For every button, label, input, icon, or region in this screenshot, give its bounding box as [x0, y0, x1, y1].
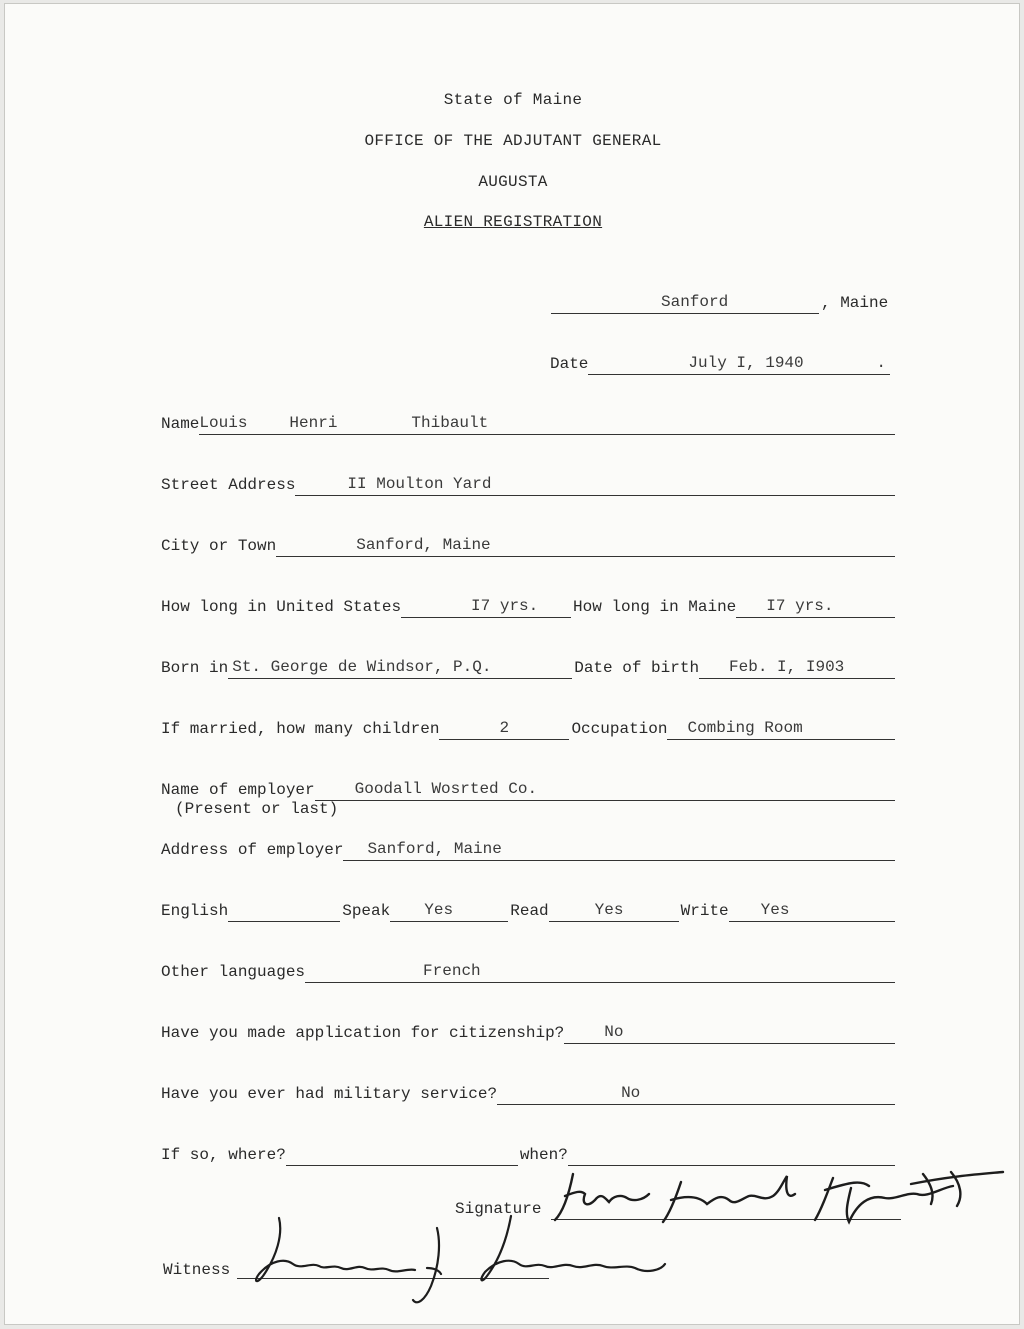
us-value: I7 yrs. — [471, 597, 539, 615]
where-field — [286, 1141, 518, 1166]
town-value: Sanford — [661, 293, 729, 311]
employer-address-label: Address of employer — [161, 841, 344, 859]
town-field — [551, 289, 819, 314]
born-value: St. George de Windsor, P.Q. — [232, 658, 492, 676]
location-line — [551, 288, 891, 314]
signature-label: Signature — [455, 1200, 542, 1218]
other-languages-label: Other languages — [161, 963, 306, 981]
me-value: I7 yrs. — [766, 597, 834, 615]
family-line — [161, 714, 897, 740]
born-label: Born in — [161, 659, 229, 677]
occupation-label: Occupation — [571, 720, 668, 738]
name-first: Louis — [199, 414, 248, 432]
street-field — [295, 471, 895, 496]
where-when-line — [161, 1140, 897, 1166]
english-line — [161, 896, 897, 922]
employer-address-value: Sanford, Maine — [367, 840, 502, 858]
city-field — [276, 532, 895, 557]
header-office: OFFICE OF THE ADJUTANT GENERAL — [364, 132, 662, 150]
speak-value: Yes — [424, 901, 454, 919]
children-value: 2 — [499, 719, 510, 737]
military-value: No — [621, 1084, 641, 1102]
employer-label: Name of employer — [161, 781, 315, 799]
us-field — [401, 593, 571, 618]
other-languages-field — [305, 958, 895, 983]
name-label: Name — [161, 415, 200, 433]
other-languages-value: French — [423, 962, 481, 980]
read-field — [549, 897, 679, 922]
read-value: Yes — [594, 901, 624, 919]
citizenship-value: No — [604, 1023, 624, 1041]
dob-value: Feb. I, I903 — [729, 658, 845, 676]
date-value: July I, 1940 — [688, 354, 804, 372]
us-label: How long in United States — [161, 598, 402, 616]
date-line — [550, 349, 892, 375]
street-label: Street Address — [161, 476, 296, 494]
employer-address-line — [161, 835, 897, 861]
when-field — [568, 1141, 895, 1166]
city-label: City or Town — [161, 537, 277, 555]
street-value: II Moulton Yard — [347, 475, 492, 493]
witness-handwriting — [241, 1191, 671, 1314]
write-field — [729, 897, 895, 922]
children-field — [439, 715, 569, 740]
english-label: English — [161, 902, 229, 920]
state-suffix: , Maine — [821, 294, 889, 312]
form-title: ALIEN REGISTRATION — [423, 213, 603, 231]
military-field — [497, 1080, 895, 1105]
header-state: State of Maine — [443, 91, 583, 109]
military-line — [161, 1079, 897, 1105]
other-languages-line — [161, 957, 897, 983]
name-middle: Henri — [289, 414, 338, 432]
write-value: Yes — [760, 901, 790, 919]
employer-value: Goodall Wosrted Co. — [354, 780, 538, 798]
name-line — [161, 409, 897, 435]
dob-label: Date of birth — [574, 659, 700, 677]
military-label: Have you ever had military service? — [161, 1085, 498, 1103]
me-label: How long in Maine — [573, 598, 737, 616]
witness-label: Witness — [163, 1261, 231, 1279]
employer-line — [161, 775, 897, 801]
citizenship-field — [564, 1019, 895, 1044]
born-field — [228, 654, 572, 679]
citizenship-line — [161, 1018, 897, 1044]
signature-text: Louis Henri Thibault — [551, 1151, 744, 1169]
date-end-mark: . — [876, 354, 886, 372]
employer-field — [315, 776, 895, 801]
residence-line — [161, 592, 897, 618]
date-label: Date — [550, 355, 589, 373]
employer-sublabel: (Present or last) — [175, 800, 339, 818]
name-last: Thibault — [411, 414, 489, 432]
street-line — [161, 470, 897, 496]
name-field — [199, 410, 895, 435]
citizenship-label: Have you made application for citizenship? — [161, 1024, 565, 1042]
where-label: If so, where? — [161, 1146, 286, 1164]
speak-field — [390, 897, 508, 922]
when-label: when? — [519, 1146, 568, 1164]
city-line — [161, 531, 897, 557]
header-city: AUGUSTA — [478, 173, 548, 191]
occupation-field — [667, 715, 895, 740]
birth-line — [161, 653, 897, 679]
dob-field — [699, 654, 895, 679]
english-field — [228, 897, 340, 922]
children-label: If married, how many children — [161, 720, 440, 738]
me-field — [736, 593, 895, 618]
date-field — [588, 350, 890, 375]
read-label: Read — [510, 902, 549, 920]
city-value: Sanford, Maine — [356, 536, 491, 554]
write-label: Write — [680, 902, 729, 920]
employer-address-field — [343, 836, 895, 861]
registration-form — [4, 3, 1020, 1325]
witness-text: Maurice J. Maurice — [241, 1191, 414, 1209]
speak-label: Speak — [342, 902, 391, 920]
occupation-value: Combing Room — [687, 719, 803, 737]
